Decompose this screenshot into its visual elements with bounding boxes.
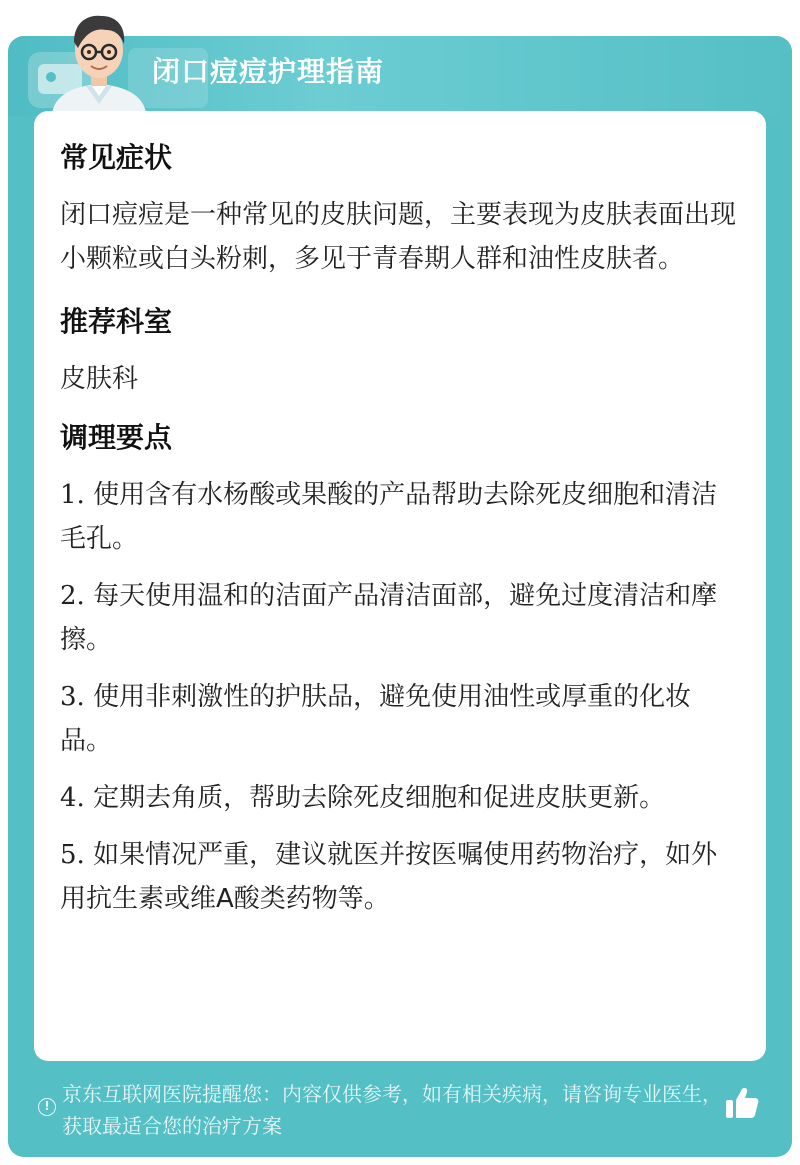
symptoms-section [60,133,740,281]
department-section [60,297,740,401]
department-text: 皮肤科 [60,364,139,394]
thumbs-up-icon[interactable] [724,1086,760,1120]
list-item: 5. 如果情况严重，建议就医并按医嘱使用药物治疗，如外用抗生素或维A酸类药物等。 [60,840,718,914]
list-item: 3. 使用非刺激性的护肤品，避免使用油性或厚重的化妆品。 [60,682,692,756]
tips-section [60,413,740,921]
list-item: 4. 定期去角质，帮助去除死皮细胞和促进皮肤更新。 [60,783,666,813]
department-heading: 推荐科室 [60,305,173,338]
disclaimer-text: 京东互联网医院提醒您：内容仅供参考，如有相关疾病，请咨询专业医生，获取最适合您的治疗方案 [62,1082,722,1138]
symptoms-heading: 常见症状 [60,141,173,174]
page-title: 闭口痘痘护理指南 [152,55,385,88]
list-item: 1. 使用含有水杨酸或果酸的产品帮助去除死皮细胞和清洁毛孔。 [60,480,718,554]
symptoms-text: 闭口痘痘是一种常见的皮肤问题，主要表现为皮肤表面出现小颗粒或白头粉刺，多见于青春期人群和油性皮肤者。 [60,200,737,274]
doctor-avatar-icon [44,4,154,114]
list-item: 2. 每天使用温和的洁面产品清洁面部，避免过度清洁和摩擦。 [60,581,718,655]
tips-heading: 调理要点 [60,421,173,454]
info-icon: ! [38,1098,56,1116]
content-card [34,111,766,1061]
